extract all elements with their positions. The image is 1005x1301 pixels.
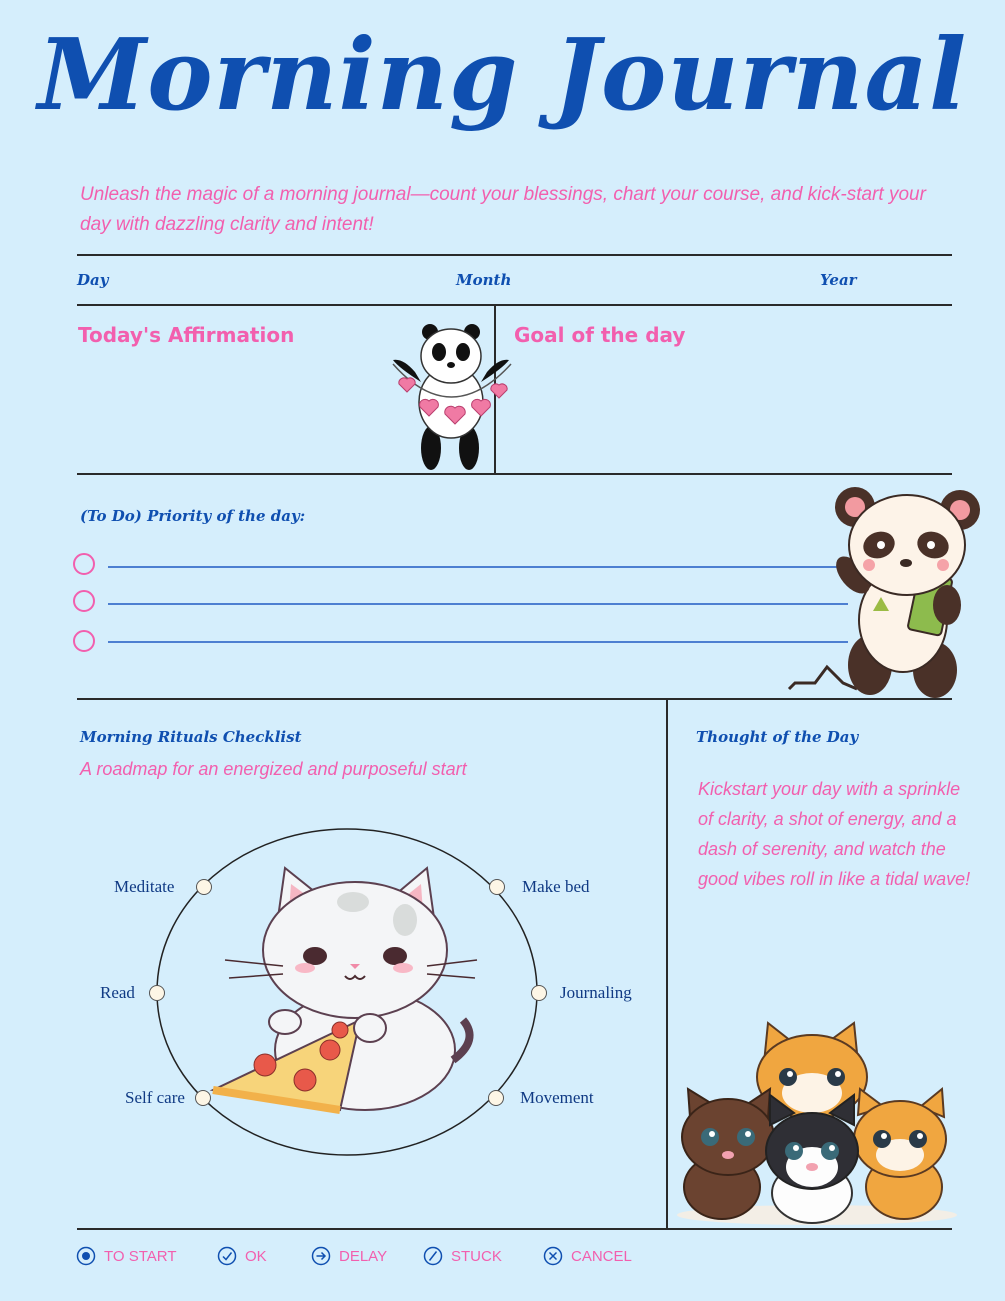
slash-circle-icon <box>423 1246 443 1266</box>
ritual-journaling: Journaling <box>560 983 632 1002</box>
legend-label: DELAY <box>339 1247 388 1265</box>
divider <box>77 473 952 475</box>
thought-text: Kickstart your day with a sprinkle of clarity, a shot of energy, and a dash of serenity, and watch the good vibes roll in like a tidal wave! <box>698 779 971 889</box>
rituals-subtitle: A roadmap for an energized and purposeful start <box>80 759 467 779</box>
todo-line[interactable] <box>108 566 848 568</box>
legend-label: TO START <box>104 1247 177 1265</box>
legend-delay <box>311 1246 387 1266</box>
divider <box>77 1228 952 1230</box>
todo-checkbox[interactable] <box>73 590 95 612</box>
panda-phone-illustration <box>785 485 990 700</box>
arrow-right-circle-icon <box>311 1246 331 1266</box>
ritual-checkbox[interactable] <box>531 985 547 1001</box>
legend-label: OK <box>245 1247 267 1265</box>
ritual-checkbox[interactable] <box>488 1090 504 1106</box>
kittens-illustration <box>672 1015 962 1227</box>
todo-checkbox[interactable] <box>73 553 95 575</box>
cat-pizza-illustration <box>205 860 485 1115</box>
todo-line[interactable] <box>108 603 848 605</box>
legend-stuck <box>423 1246 502 1266</box>
todo-line[interactable] <box>108 641 848 643</box>
ritual-meditate: Meditate <box>114 877 175 896</box>
ritual-make-bed: Make bed <box>522 877 590 896</box>
legend-label: STUCK <box>451 1247 502 1265</box>
rituals-label: Morning Rituals Checklist <box>80 728 302 746</box>
legend-to-start <box>76 1246 177 1266</box>
todo-label: (To Do) Priority of the day: <box>80 507 306 525</box>
intro-text: Unleash the magic of a morning journal—count your blessings, chart your course, and kick-start your day with dazzling clarity and intent! <box>80 184 926 235</box>
divider <box>77 698 952 700</box>
thought-label: Thought of the Day <box>696 728 859 746</box>
radio-filled-icon <box>76 1246 96 1266</box>
year-label: Year <box>820 271 857 289</box>
legend-ok <box>217 1246 267 1266</box>
ritual-movement: Movement <box>520 1088 594 1107</box>
ritual-checkbox[interactable] <box>489 879 505 895</box>
page-title: Morning Journal <box>37 18 968 133</box>
ritual-self-care: Self care <box>125 1088 185 1107</box>
affirmation-label: Today's Affirmation <box>78 323 295 347</box>
divider <box>666 699 668 1229</box>
goal-label: Goal of the day <box>514 323 686 347</box>
x-circle-icon <box>543 1246 563 1266</box>
legend-cancel <box>543 1246 632 1266</box>
ritual-checkbox[interactable] <box>195 1090 211 1106</box>
divider <box>77 304 952 306</box>
ritual-checkbox[interactable] <box>149 985 165 1001</box>
ritual-read: Read <box>100 983 135 1002</box>
day-label: Day <box>77 271 109 289</box>
panda-hearts-illustration <box>385 320 520 475</box>
ritual-checkbox[interactable] <box>196 879 212 895</box>
legend-label: CANCEL <box>571 1247 632 1265</box>
month-label: Month <box>456 271 512 289</box>
todo-checkbox[interactable] <box>73 630 95 652</box>
divider <box>77 254 952 256</box>
check-circle-icon <box>217 1246 237 1266</box>
